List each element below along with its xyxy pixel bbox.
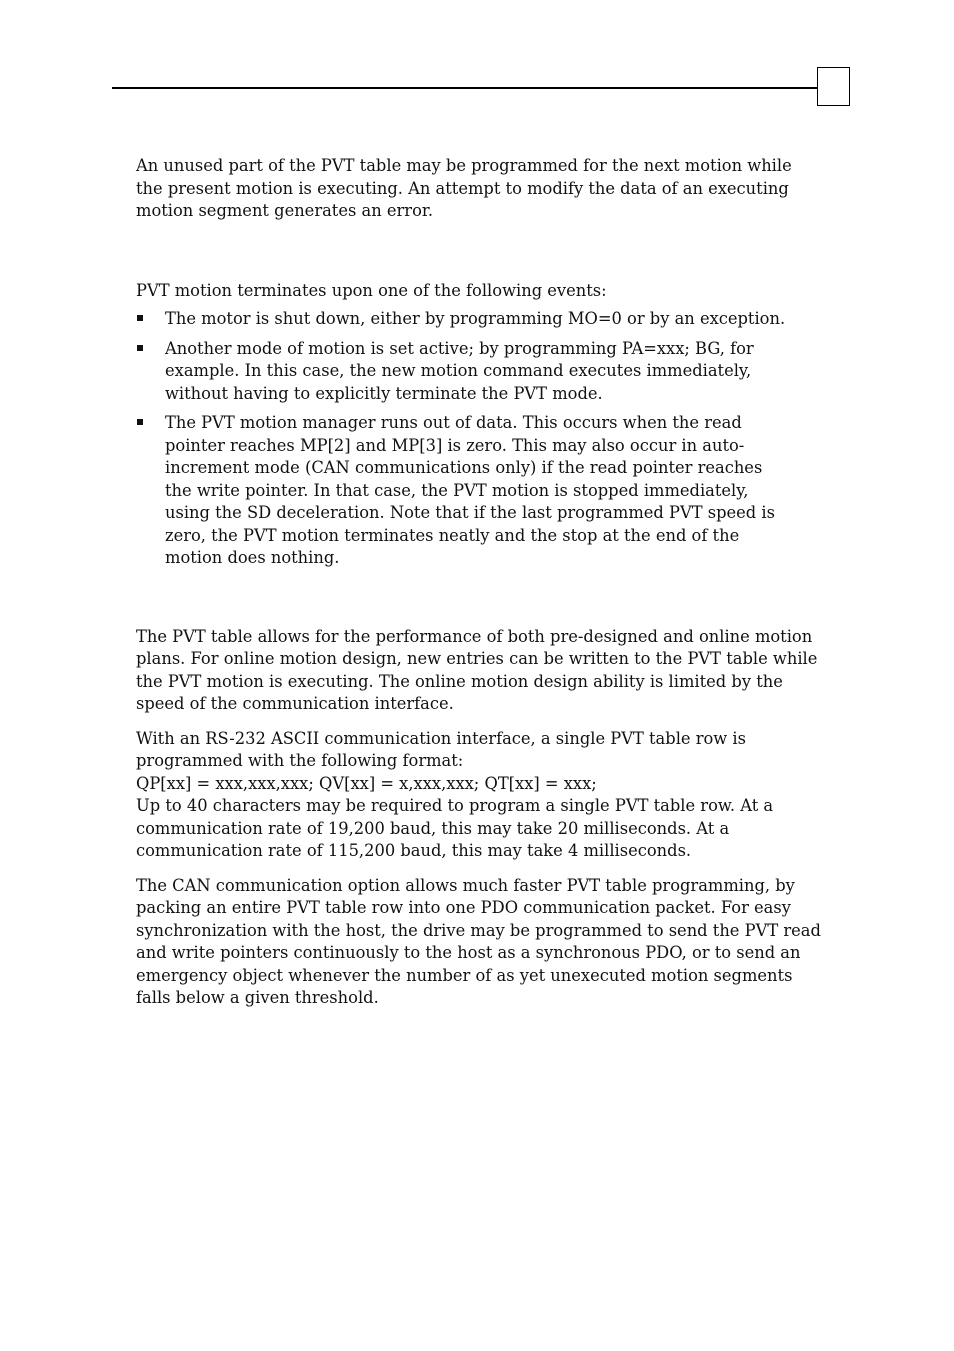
online-paragraph-1: The PVT table allows for the performance of both pre-designed and online motion plans. For online motion design, new entries can be written to the PVT table while the PVT motion is executing. The online motion design ability is limited by the speed of the communication interface.: [136, 626, 818, 713]
pvt-row-format: QP[xx] = xxx,xxx,xxx; QV[xx] = x,xxx,xxx; QT[xx] = xxx;: [136, 773, 597, 793]
rs232-intro: With an RS-232 ASCII communication interface, a single PVT table row is programmed with the following format:: [136, 728, 746, 770]
list-item-text: The motor is shut down, either by programming MO=0 or by an exception.: [165, 309, 786, 328]
termination-lead: PVT motion terminates upon one of the following events:: [136, 280, 607, 300]
list-item-text: Another mode of motion is set active; by programming PA=xxx; BG, for example. In this case, the new motion command executes immediately, without having to explicitly terminate the PVT mode.: [165, 338, 754, 403]
list-item: [136, 412, 792, 570]
square-bullet-icon: [137, 419, 143, 425]
intro-paragraph: An unused part of the PVT table may be programmed for the next motion while the present motion is executing. An attempt to modify the data of an executing motion segment generates an error.: [136, 156, 792, 220]
online-paragraph-3: The CAN communication option allows much faster PVT table programming, by packing an entire PVT table row into one PDO communication packet. For easy synchronization with the host, the drive may be programmed to send the PVT read and write pointers continuously to the host as a synchronous PDO, or to send an emergency object whenever the number of as yet unexecuted motion segments falls below a given threshold.: [136, 875, 821, 1007]
square-bullet-icon: [137, 315, 143, 321]
online-paragraph-2: [136, 728, 822, 863]
list-item: [136, 338, 792, 406]
rs232-timing: Up to 40 characters may be required to program a single PVT table row. At a communication rate of 19,200 baud, this may take 20 milliseconds. At a communication rate of 115,200 baud, this may take 4 milliseconds.: [136, 796, 774, 860]
document-body: [136, 155, 822, 1022]
page-number-box: [817, 67, 850, 106]
termination-list: [136, 308, 792, 570]
header-rule: [112, 87, 818, 89]
list-item-text: The PVT motion manager runs out of data. This occurs when the read pointer reaches MP[2] and MP[3] is zero. This may also occur in auto-increment mode (CAN communications only) if the read pointer reaches the write pointer. In that case, the PVT motion is stopped immediately, using the SD deceleration. Note that if the last programmed PVT speed is zero, the PVT motion terminates neatly and the stop at the end of the motion does nothing.: [165, 413, 775, 567]
square-bullet-icon: [137, 345, 143, 351]
list-item: [136, 308, 792, 331]
